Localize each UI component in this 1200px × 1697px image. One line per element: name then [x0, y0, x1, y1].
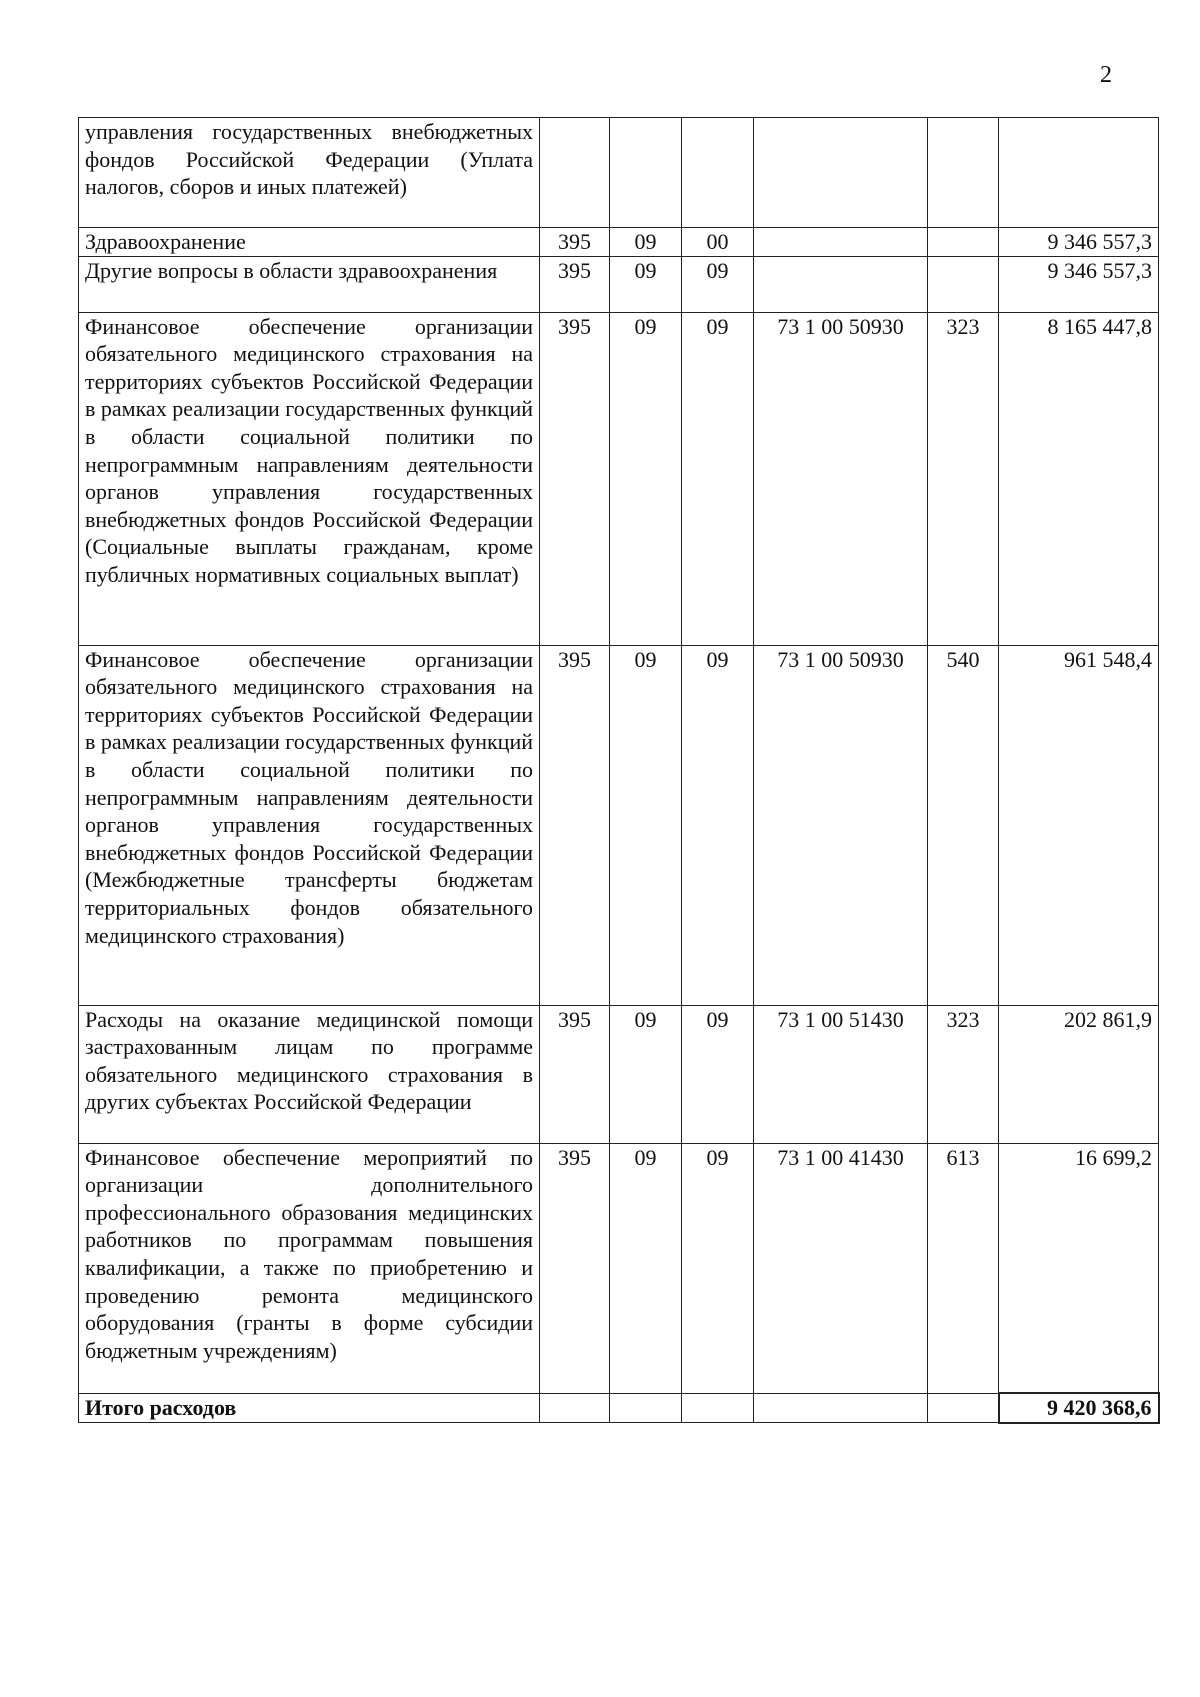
row-vr	[928, 118, 999, 228]
row-rz: 09	[610, 1143, 682, 1393]
row-name: Здравоохранение	[79, 228, 540, 257]
row-vr: 613	[928, 1143, 999, 1393]
row-ved: 395	[540, 256, 610, 312]
row-rz: 09	[610, 228, 682, 257]
table-row	[79, 312, 1159, 645]
row-pr: 09	[682, 1005, 754, 1143]
total-ved	[540, 1393, 610, 1423]
row-csr	[754, 118, 928, 228]
row-csr: 73 1 00 51430	[754, 1005, 928, 1143]
row-ved: 395	[540, 645, 610, 1005]
total-label: Итого расходов	[79, 1393, 540, 1423]
row-vr	[928, 256, 999, 312]
row-sum: 202 861,9	[999, 1005, 1159, 1143]
row-name: Финансовое обеспечение организации обязательного медицинского страхования на территориях субъектов Российской Федерации в рамках реализации государственных функций в области социальной политики по непрограммным направлениям деятельности органов управления государственных внебюджетных фондов Российской Федерации (Социальные выплаты гражданам, кроме публичных нормативных социальных выплат)	[79, 312, 540, 645]
total-csr	[754, 1393, 928, 1423]
row-vr	[928, 228, 999, 257]
row-ved: 395	[540, 1143, 610, 1393]
row-vr: 540	[928, 645, 999, 1005]
row-ved: 395	[540, 312, 610, 645]
row-vr: 323	[928, 312, 999, 645]
row-sum: 9 346 557,3	[999, 228, 1159, 257]
row-sum: 961 548,4	[999, 645, 1159, 1005]
row-vr: 323	[928, 1005, 999, 1143]
row-rz	[610, 118, 682, 228]
row-name: Расходы на оказание медицинской помощи застрахованным лицам по программе обязательного медицинского страхования в других субъектах Российской Федерации	[79, 1005, 540, 1143]
row-pr	[682, 118, 754, 228]
total-pr	[682, 1393, 754, 1423]
row-csr: 73 1 00 50930	[754, 312, 928, 645]
row-csr: 73 1 00 50930	[754, 645, 928, 1005]
row-csr	[754, 228, 928, 257]
total-rz	[610, 1393, 682, 1423]
row-csr	[754, 256, 928, 312]
row-rz: 09	[610, 256, 682, 312]
table-row	[79, 1005, 1159, 1143]
row-pr: 09	[682, 256, 754, 312]
total-row	[79, 1393, 1159, 1423]
total-vr	[928, 1393, 999, 1423]
table-row	[79, 256, 1159, 312]
row-rz: 09	[610, 1005, 682, 1143]
total-sum: 9 420 368,6	[999, 1393, 1159, 1423]
row-ved	[540, 118, 610, 228]
table-row	[79, 118, 1159, 228]
row-rz: 09	[610, 645, 682, 1005]
table-row	[79, 228, 1159, 257]
row-ved: 395	[540, 228, 610, 257]
row-sum: 9 346 557,3	[999, 256, 1159, 312]
row-name: Финансовое обеспечение мероприятий по организации дополнительного профессионального образования медицинских работников по программам повышения квалификации, а также по приобретению и проведению ремонта медицинского оборудования (гранты в форме субсидии бюджетным учреждениям)	[79, 1143, 540, 1393]
row-csr: 73 1 00 41430	[754, 1143, 928, 1393]
row-ved: 395	[540, 1005, 610, 1143]
page-number: 2	[1100, 62, 1112, 88]
row-name: Финансовое обеспечение организации обязательного медицинского страхования на территориях субъектов Российской Федерации в рамках реализации государственных функций в области социальной политики по непрограммным направлениям деятельности органов управления государственных внебюджетных фондов Российской Федерации (Межбюджетные трансферты бюджетам территориальных фондов обязательного медицинского страхования)	[79, 645, 540, 1005]
row-name: управления государственных внебюджетных фондов Российской Федерации (Уплата налогов, сборов и иных платежей)	[79, 118, 540, 228]
row-pr: 09	[682, 645, 754, 1005]
expenses-table	[78, 117, 1160, 1424]
table-row	[79, 645, 1159, 1005]
row-pr: 09	[682, 312, 754, 645]
row-sum: 8 165 447,8	[999, 312, 1159, 645]
row-pr: 09	[682, 1143, 754, 1393]
row-sum	[999, 118, 1159, 228]
row-sum: 16 699,2	[999, 1143, 1159, 1393]
row-rz: 09	[610, 312, 682, 645]
table-row	[79, 1143, 1159, 1393]
row-pr: 00	[682, 228, 754, 257]
row-name: Другие вопросы в области здравоохранения	[79, 256, 540, 312]
